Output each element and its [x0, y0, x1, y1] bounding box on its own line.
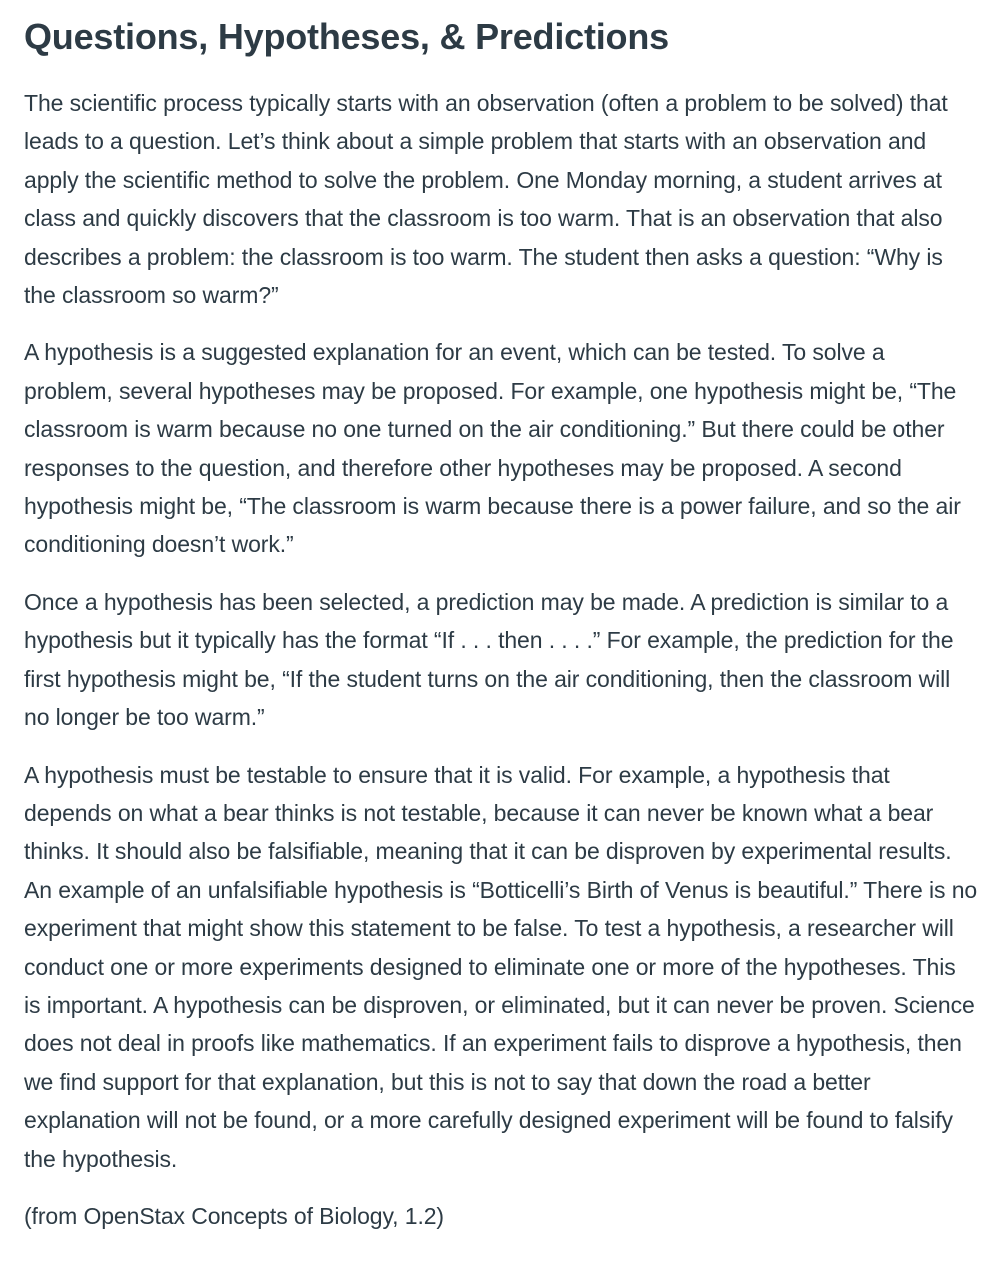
paragraph-observation: The scientific process typically starts with an observation (often a problem to be solved) that leads to a question. Let’s think about a simple problem that starts with an observation and apply the scientific method to solve the problem. One Monday morning, a student arrives at class and quickly discovers that the classroom is too warm. That is an observation that also describes a problem: the classroom is too warm. The student then asks a question: “Why is the classroom so warm?” [24, 90, 948, 309]
paragraph-hypothesis: A hypothesis is a suggested explanation for an event, which can be tested. To solve a problem, several hypotheses may be proposed. For example, one hypothesis might be, “The classroom is warm because no one turned on the air conditioning.” But there could be other responses to the question, and therefore other hypotheses may be proposed. A second hypothesis might be, “The classroom is warm because there is a power failure, and so the air conditioning doesn’t work.” [24, 339, 961, 558]
page-title: Questions, Hypotheses, & Predictions [24, 16, 669, 57]
paragraph-prediction: Once a hypothesis has been selected, a prediction may be made. A prediction is similar to a hypothesis but it typically has the format “If . . . then . . . .” For example, the prediction for the first hypothesis might be, “If the student turns on the air conditioning, then the classroom will no longer be too warm.” [24, 588, 954, 731]
citation: (from OpenStax Concepts of Biology, 1.2) [24, 1202, 444, 1229]
paragraph-testability: A hypothesis must be testable to ensure that it is valid. For example, a hypothesis that depends on what a bear thinks is not testable, because it can never be known what a bear thinks. It should also be falsifiable, meaning that it can be disproven by experimental results. An example of an unfalsifiable hypothesis is “Botticelli’s Birth of Venus is beautiful.” There is no experiment that might show this statement to be false. To test a hypothesis, a researcher will conduct one or more experiments designed to eliminate one or more of the hypotheses. This is important. A hypothesis can be disproven, or eliminated, but it can never be proven. Science does not deal in proofs like mathematics. If an experiment fails to disprove a hypothesis, then we find support for that explanation, but this is not to say that down the road a better explanation will not be found, or a more carefully designed experiment will be found to falsify the hypothesis. [24, 761, 978, 1172]
